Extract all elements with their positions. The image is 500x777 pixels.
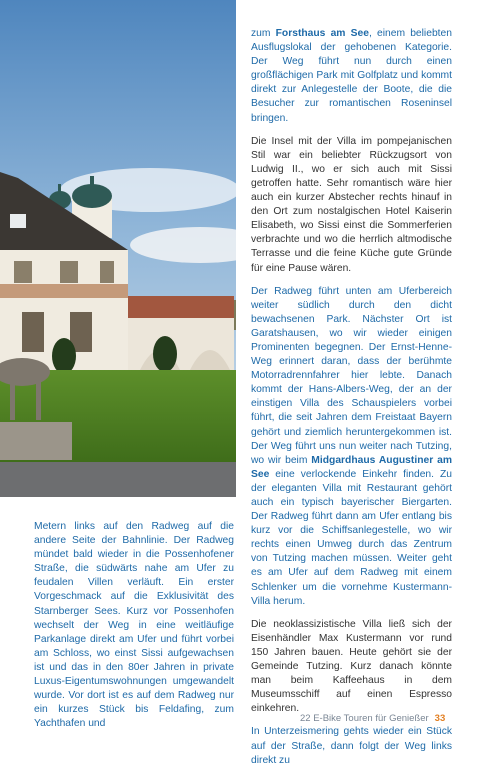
left-column-text: Metern links auf den Radweg auf die andere Seite der Bahnlinie. Der Radweg mündet bald wieder in die Possenhofener Straße, die südwärts nahe am Ufer zu feudalen Villen verläuft. Ein erster Vorgeschmack auf die Exklusivität des Starnberger Sees. Kurz vor Possenhofen wechselt der Weg in eine weitläufige Parkanlage direkt am Ufer und führt vorbei am Schloss, wo einst Sissi aufgewachsen ist und das in den 80er Jahren in private Luxus-Eigentumswohnungen umgewandelt wurde. Vor dort ist es auf dem Radweg nur ein kurzes Stück bis Feldafing, zum Yachthafen und [34,521,234,730]
paragraph-garatshausen [251,285,452,609]
paragraph-kustermann: Die neoklassizistische Villa ließ sich der Eisenhändler Max Kustermann vor rund 150 Jahren bauen. Heute gehört sie der Gemeinde Tutzing. Kurz danach könnte man beim Kaffeehaus in dem Museumsschiff auf einen Espresso einkehren. [251,618,452,715]
book-title: 22 E-Bike Touren für Genießer [300,713,429,724]
paragraph-roseninsel: Die Insel mit der Villa im pompejanischen Stil war ein beliebter Rückzugsort von Ludwig II., wo er sich auch mit Sissi getroffen hatte. Sehr romantisch wäre hier auch ein kurzer Abstecher rechts hinauf in den Ort zum nostalgischen Hotel Kaiserin Elisabeth, wo Sissi einst die Sommerferien verbrachte und wo die herrlich altmodische Terrasse und die feine Küche gute Gründe für eine Pause wären. [251,135,452,274]
bold-place-name: Midgardhaus Augustiner am See [251,454,452,480]
right-column [251,27,452,777]
castle-photo [0,0,236,497]
paragraph-forsthaus [251,27,452,126]
text-span: Der Radweg führt unten am Uferbereich weiter südlich durch den dicht bewachsenen Park. Nächster Ort ist Garatshausen, wo wir wieder einigen Prominenten begegnen. Der Ernst-Henne-Weg erinnert daran, dass der berühmte Motorradrennfahrer hier lebte. Danach kommt der Hans-Albers-Weg, der an der einstigen Villa des Schauspielers vorbei führt, die seit Jahren dem Freistaat Bayern gehört und ziemlich heruntergekommen ist. Der Weg führt uns nun weiter nach Tutzing, wo wir beim [251,285,452,466]
text-span: , einem beliebten Ausflugslokal der gehobenen Kategorie. Der Weg führt nun durch einen großflächigen Park mit Golfplatz und kommt direkt zur Anlegestelle der Boote, die die Besucher zur romantischen Roseninsel bringen. [251,28,452,124]
paragraph-unterzeismering: In Unterzeismering gehts wieder ein Stück auf der Straße, dann folgt der Weg links direkt zu [251,726,452,766]
text-span: eine verlockende Einkehr finden. Zu der eleganten Villa mit Restaurant gehört auch ein typisch bayerischer Biergarten. Der Radweg führt dann am Ufer entlang bis kurz vor die Schiffsanlegestelle, wo wir rechts einen Umweg durch das Zentrum von Tutzing machen müssen. Weiter geht es am Ufer auf dem Radweg mit einem Schlenker um die vornehme Kustermann-Villa herum. [251,468,452,607]
bold-place-name: Forsthaus am See [275,28,369,39]
page-footer [300,713,500,724]
page-number: 33 [434,713,446,724]
text-span: zum [251,28,276,39]
